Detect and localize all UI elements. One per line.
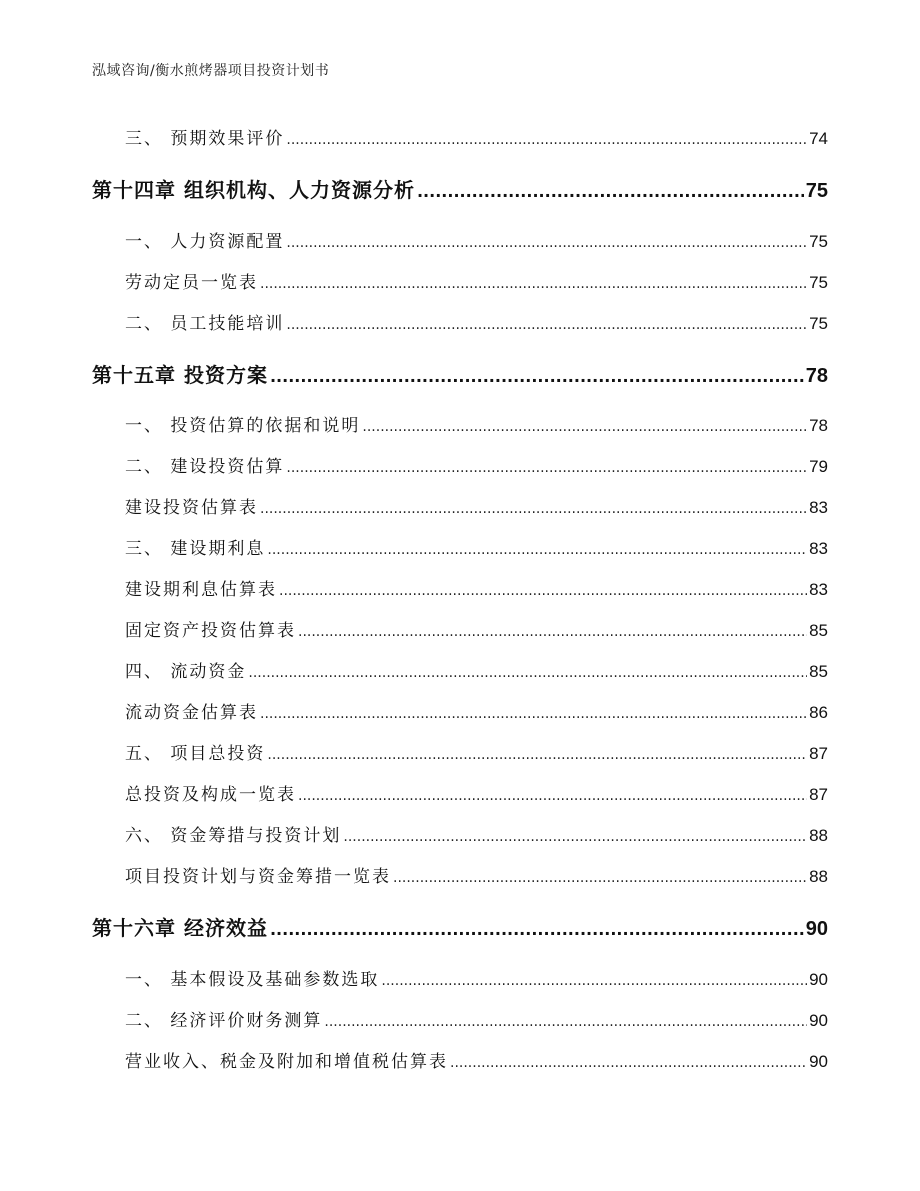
- toc-entry[interactable]: [125, 493, 828, 518]
- toc-entry-title: 一、 人力资源配置: [125, 232, 285, 252]
- toc-entry-page: 78: [805, 365, 828, 387]
- running-header: 泓域咨询/衡水煎烤器项目投资计划书: [92, 63, 330, 79]
- toc-entry[interactable]: [125, 862, 828, 887]
- dot-leader: [279, 583, 807, 599]
- dot-leader: [450, 1055, 807, 1071]
- toc-entry-page: 90: [809, 1011, 828, 1030]
- dot-leader: [381, 973, 807, 989]
- toc-entry[interactable]: [125, 616, 828, 641]
- dot-leader: [417, 182, 804, 201]
- toc-entry[interactable]: [125, 411, 828, 436]
- dot-leader: [286, 317, 807, 333]
- toc-chapter-entry[interactable]: [92, 912, 828, 941]
- toc-entry[interactable]: [125, 1047, 828, 1072]
- dot-leader: [260, 501, 807, 517]
- toc-entry-page: 83: [809, 498, 828, 517]
- toc-entry-title: 营业收入、税金及附加和增值税估算表: [125, 1052, 448, 1072]
- dot-leader: [270, 920, 804, 939]
- toc-entry-title: 六、 资金筹措与投资计划: [125, 826, 342, 846]
- toc-entry-page: 85: [809, 621, 828, 640]
- toc-entry-title: 第十六章 经济效益: [92, 916, 268, 940]
- dot-leader: [343, 829, 807, 845]
- toc-entry-title: 劳动定员一览表: [125, 273, 258, 293]
- toc-entry[interactable]: [125, 821, 828, 846]
- toc-entry[interactable]: [125, 268, 828, 293]
- toc-entry-title: 一、 投资估算的依据和说明: [125, 416, 361, 436]
- toc-entry-title: 固定资产投资估算表: [125, 621, 296, 641]
- toc-entry-title: 建设期利息估算表: [125, 580, 277, 600]
- toc-entry-title: 五、 项目总投资: [125, 744, 266, 764]
- toc-entry-title: 流动资金估算表: [125, 703, 258, 723]
- toc-entry-page: 74: [809, 129, 828, 148]
- toc-entry-title: 三、 预期效果评价: [125, 129, 285, 149]
- toc-entry-page: 83: [809, 539, 828, 558]
- toc-entry-title: 四、 流动资金: [125, 662, 247, 682]
- toc-entry[interactable]: [125, 739, 828, 764]
- dot-leader: [270, 367, 804, 386]
- toc-entry-page: 90: [809, 1052, 828, 1071]
- toc-entry[interactable]: [125, 124, 828, 149]
- toc-entry[interactable]: [125, 534, 828, 559]
- toc-entry-title: 一、 基本假设及基础参数选取: [125, 970, 380, 990]
- toc-entry[interactable]: [125, 575, 828, 600]
- dot-leader: [248, 665, 807, 681]
- toc-entry[interactable]: [125, 1006, 828, 1031]
- toc-chapter-entry[interactable]: [92, 359, 828, 388]
- toc-entry-page: 88: [809, 867, 828, 886]
- toc-entry[interactable]: [125, 657, 828, 682]
- toc-entry-page: 85: [809, 662, 828, 681]
- toc-entry-page: 78: [809, 416, 828, 435]
- toc-entry-title: 第十五章 投资方案: [92, 363, 268, 387]
- toc-entry-page: 79: [809, 457, 828, 476]
- toc-entry-page: 87: [809, 785, 828, 804]
- toc-entry-page: 87: [809, 744, 828, 763]
- dot-leader: [286, 460, 807, 476]
- dot-leader: [298, 788, 807, 804]
- toc-entry-page: 88: [809, 826, 828, 845]
- dot-leader: [260, 706, 807, 722]
- dot-leader: [362, 419, 807, 435]
- toc-entry-page: 75: [809, 314, 828, 333]
- toc-entry-title: 建设投资估算表: [125, 498, 258, 518]
- dot-leader: [324, 1014, 807, 1030]
- toc-entry-title: 第十四章 组织机构、人力资源分析: [92, 178, 415, 202]
- toc-entry-title: 二、 建设投资估算: [125, 457, 285, 477]
- dot-leader: [267, 542, 807, 558]
- toc-entry[interactable]: [125, 780, 828, 805]
- toc-entry[interactable]: [125, 227, 828, 252]
- dot-leader: [286, 132, 807, 148]
- dot-leader: [298, 624, 807, 640]
- toc-entry-page: 75: [805, 180, 828, 202]
- toc-entry-page: 75: [809, 232, 828, 251]
- toc-entry-title: 项目投资计划与资金筹措一览表: [125, 867, 391, 887]
- dot-leader: [267, 747, 807, 763]
- toc-entry[interactable]: [125, 309, 828, 334]
- dot-leader: [260, 276, 807, 292]
- toc-entry-title: 二、 员工技能培训: [125, 314, 285, 334]
- toc-chapter-entry[interactable]: [92, 174, 828, 203]
- toc-entry[interactable]: [125, 452, 828, 477]
- toc-entry-page: 90: [809, 970, 828, 989]
- toc-entry-title: 总投资及构成一览表: [125, 785, 296, 805]
- toc-entry-title: 三、 建设期利息: [125, 539, 266, 559]
- toc-entry[interactable]: [125, 965, 828, 990]
- toc-entry-page: 90: [805, 918, 828, 940]
- toc-entry-page: 86: [809, 703, 828, 722]
- dot-leader: [393, 870, 807, 886]
- dot-leader: [286, 235, 807, 251]
- toc-entry-title: 二、 经济评价财务测算: [125, 1011, 323, 1031]
- toc-entry-page: 83: [809, 580, 828, 599]
- toc-entry[interactable]: [125, 698, 828, 723]
- toc-entry-page: 75: [809, 273, 828, 292]
